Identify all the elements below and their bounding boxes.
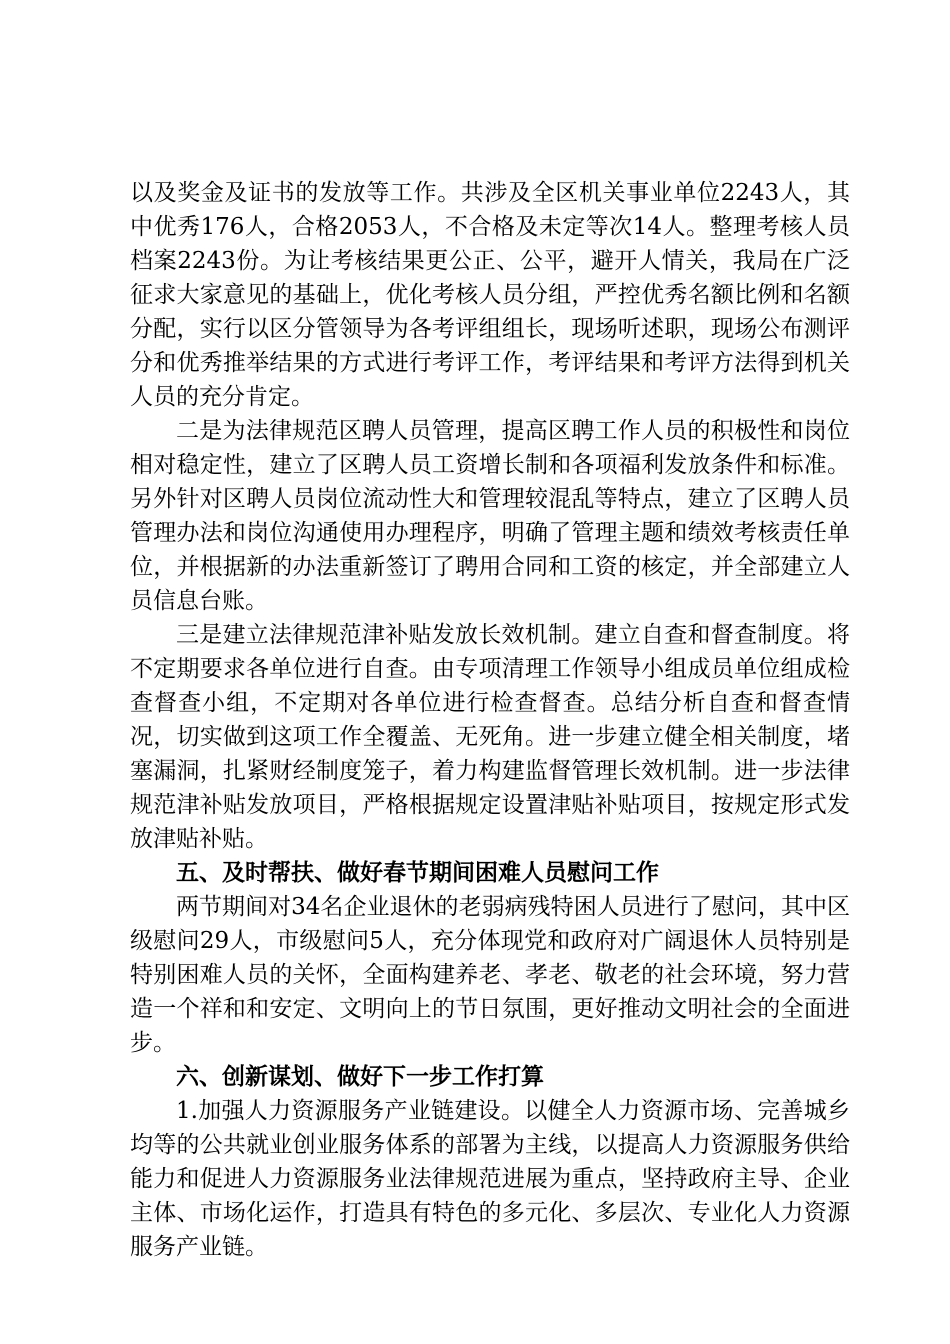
section-heading-six: 六、创新谋划、做好下一步工作打算	[176, 1063, 544, 1090]
paragraph-assessment-continued: 以及奖金及证书的发放等工作。共涉及全区机关事业单位2243人，其中优秀176人，合格2053人，不合格及未定等次14人。整理考核人员档案2243份。为让考核结果更公正、公平，避开人情关，我局在广泛征求大家意见的基础上，优化考核人员分组，严控优秀名额比例和名额分配，实行以区分管领导为各考评组组长，现场听述职，现场公布测评分和优秀推举结果的方式进行考评工作，考评结果和考评方法得到机关人员的充分肯定。	[130, 180, 850, 410]
document-page	[130, 176, 850, 1264]
paragraph-contract-staff-management: 二是为法律规范区聘人员管理，提高区聘工作人员的积极性和岗位相对稳定性，建立了区聘人员工资增长制和各项福利发放条件和标准。另外针对区聘人员岗位流动性大和管理较混乱等特点，建立了区聘人员管理办法和岗位沟通使用办理程序，明确了管理主题和绩效考核责任单位，并根据新的办法重新签订了聘用合同和工资的核定，并全部建立人员信息台账。	[130, 418, 850, 614]
paragraph-allowance-mechanism: 三是建立法律规范津补贴发放长效机制。建立自查和督查制度。将不定期要求各单位进行自查。由专项清理工作领导小组成员单位组成检查督查小组，不定期对各单位进行检查督查。总结分析自查和督查情况，切实做到这项工作全覆盖、无死角。进一步建立健全相关制度，堵塞漏洞，扎紧财经制度笼子，着力构建监督管理长效机制。进一步法律规范津补贴发放项目，严格根据规定设置津贴补贴项目，按规定形式发放津贴补贴。	[130, 622, 850, 852]
paragraph-hr-service-chain: 1.加强人力资源服务产业链建设。以健全人力资源市场、完善城乡均等的公共就业创业服务体系的部署为主线，以提高人力资源服务供给能力和促进人力资源服务业法律规范进展为重点，坚持政府主导、企业主体、市场化运作，打造具有特色的多元化、多层次、专业化人力资源服务产业链。	[130, 1098, 850, 1260]
section-heading-five: 五、及时帮扶、做好春节期间困难人员慰问工作	[176, 859, 659, 886]
paragraph-holiday-visits: 两节期间对34名企业退休的老弱病残特困人员进行了慰问，其中区级慰问29人，市级慰问5人，充分体现党和政府对广阔退休人员特别是特别困难人员的关怀，全面构建养老、孝老、敬老的社会环境，努力营造一个祥和和安定、文明向上的节日氛围，更好推动文明社会的全面进步。	[130, 894, 850, 1056]
